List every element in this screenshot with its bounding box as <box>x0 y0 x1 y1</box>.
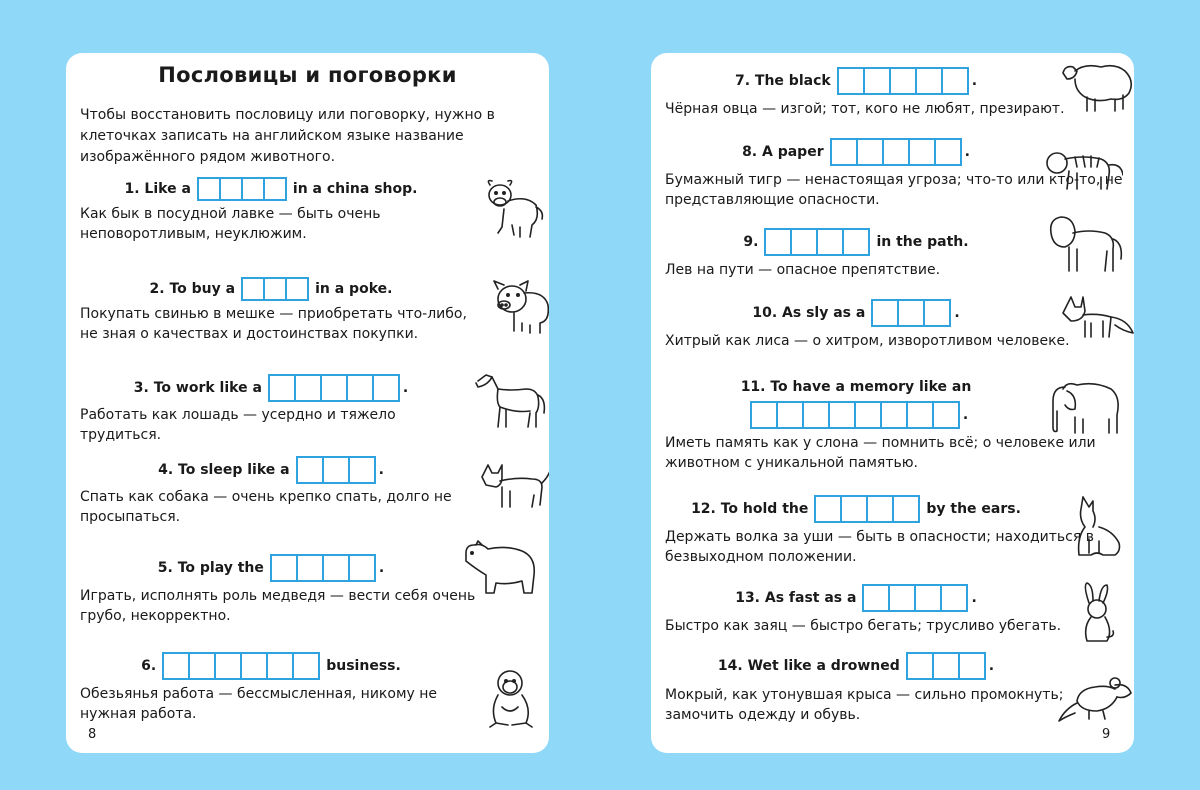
proverb-translation: Спать как собака — очень крепко спать, долго не просыпаться. <box>80 489 452 525</box>
proverb-english <box>66 553 476 583</box>
page-number: 8 <box>88 727 97 742</box>
proverb-text-after: . <box>402 380 409 396</box>
answer-boxes[interactable] <box>814 495 920 523</box>
answer-boxes[interactable] <box>197 177 287 201</box>
proverb-english <box>651 227 1061 257</box>
proverb-text-before: 14. Wet like a drowned <box>717 658 900 674</box>
proverb-english <box>651 583 1061 613</box>
proverb-translation: Лев на пути — опасное препятствие. <box>665 262 941 278</box>
proverb-translation: Бумажный тигр — ненастоящая угроза; что-то или кто-то, не представляющие опасности. <box>665 172 1123 208</box>
sheep-icon <box>1057 57 1134 127</box>
left-page <box>66 53 549 753</box>
proverb-text-before: 6. <box>141 658 157 674</box>
proverb-translation: Обезьянья работа — бессмысленная, никому не нужная работа. <box>80 686 438 722</box>
proverb-english <box>66 373 476 403</box>
proverb-english <box>66 455 476 485</box>
proverb-translation: Играть, исполнять роль медведя — вести себя очень грубо, некорректно. <box>80 588 476 624</box>
proverb-translation: Хитрый как лиса — о хитром, изворотливом человеке. <box>665 333 1070 349</box>
proverb-english <box>66 274 476 304</box>
proverb-translation: Работать как лошадь — усердно и тяжело трудиться. <box>80 407 396 443</box>
proverb-translation: Быстро как заяц — быстро бегать; трусливо убегать. <box>665 618 1062 634</box>
wolf-icon <box>1063 493 1134 563</box>
monkey-icon <box>480 665 549 735</box>
proverb-text-after: . <box>378 462 384 478</box>
proverb-text-before: 2. To buy a <box>149 281 236 297</box>
answer-boxes[interactable] <box>837 67 969 95</box>
proverb-text-before: 5. To play the <box>157 560 264 576</box>
proverb-text-after: . <box>954 305 960 321</box>
answer-boxes[interactable] <box>268 374 400 402</box>
elephant-icon <box>1045 375 1125 445</box>
proverb-translation: Держать волка за уши — быть в опасности; находиться в безвыходном положении. <box>665 529 1094 565</box>
proverb-english-line2 <box>651 400 1061 430</box>
answer-boxes[interactable] <box>862 584 968 612</box>
hare-icon <box>1067 581 1134 651</box>
proverb-translation: Мокрый, как утонувшая крыса — сильно промокнуть; замочить одежду и обувь. <box>665 687 1064 723</box>
proverb-text-after: . <box>378 560 385 576</box>
proverb-english <box>66 651 476 681</box>
lion-icon <box>1045 213 1125 283</box>
rat-icon <box>1055 669 1134 739</box>
bear-icon <box>460 535 540 605</box>
answer-boxes[interactable] <box>871 299 951 327</box>
intro-text: Чтобы восстановить пословицу или поговорку, нужно в клеточках записать на английском языке название изображённого рядом животного. <box>80 107 495 165</box>
right-page <box>651 53 1134 753</box>
horse-icon <box>470 367 549 437</box>
proverb-text-after: . <box>962 407 969 423</box>
proverb-text-after: in the path. <box>876 234 969 250</box>
proverb-english <box>651 66 1061 96</box>
proverb-english <box>651 376 1061 398</box>
page-title: Пословицы и поговорки <box>158 63 457 87</box>
answer-boxes[interactable] <box>750 401 960 429</box>
proverb-text-before: 8. A paper <box>742 144 824 160</box>
tiger-icon <box>1043 141 1123 211</box>
proverb-translation: Иметь память как у слона — помнить всё; о человеке или животном с уникальной памятью. <box>665 435 1096 471</box>
proverb-text-before: 4. To sleep like a <box>158 462 290 478</box>
proverb-english <box>651 494 1061 524</box>
page-number: 9 <box>1102 727 1111 742</box>
fox-icon <box>1057 291 1134 361</box>
answer-boxes[interactable] <box>162 652 320 680</box>
proverb-text-before: 9. <box>743 234 759 250</box>
proverb-text-before: 11. To have a memory like an <box>740 379 972 395</box>
proverb-text-before: 12. To hold the <box>691 501 809 517</box>
bull-icon <box>474 175 549 245</box>
proverb-text-before: 10. As sly as a <box>752 305 866 321</box>
proverb-english <box>66 174 476 204</box>
proverb-translation: Покупать свинью в мешке — приобретать что-либо, не зная о качествах и достоинствах покупки. <box>80 306 467 342</box>
proverb-text-after: by the ears. <box>926 501 1021 517</box>
answer-boxes[interactable] <box>906 652 986 680</box>
answer-boxes[interactable] <box>270 554 376 582</box>
proverb-english <box>651 298 1061 328</box>
proverb-translation: Чёрная овца — изгой; тот, кого не любят, презирают. <box>665 101 1065 117</box>
proverb-text-after: in a china shop. <box>292 181 418 197</box>
pig-icon <box>484 275 549 345</box>
proverb-english <box>651 137 1061 167</box>
proverb-text-after: . <box>988 658 995 674</box>
proverb-english <box>651 651 1061 681</box>
proverb-translation: Как бык в посудной лавке — быть очень неповоротливым, неуклюжим. <box>80 206 381 242</box>
proverb-text-before: 13. As fast as a <box>735 590 857 606</box>
answer-boxes[interactable] <box>241 277 309 301</box>
proverb-text-before: 3. To work like a <box>133 380 262 396</box>
dog-icon <box>472 455 549 525</box>
proverb-text-before: 7. The black <box>734 73 831 89</box>
proverb-text-after: . <box>971 73 978 89</box>
proverb-text-after: business. <box>326 658 401 674</box>
answer-boxes[interactable] <box>296 456 376 484</box>
answer-boxes[interactable] <box>830 138 962 166</box>
answer-boxes[interactable] <box>764 228 870 256</box>
proverb-text-after: . <box>964 144 970 160</box>
proverb-text-after: in a poke. <box>315 281 393 297</box>
proverb-text-before: 1. Like a <box>124 181 191 197</box>
proverb-text-after: . <box>971 590 977 606</box>
